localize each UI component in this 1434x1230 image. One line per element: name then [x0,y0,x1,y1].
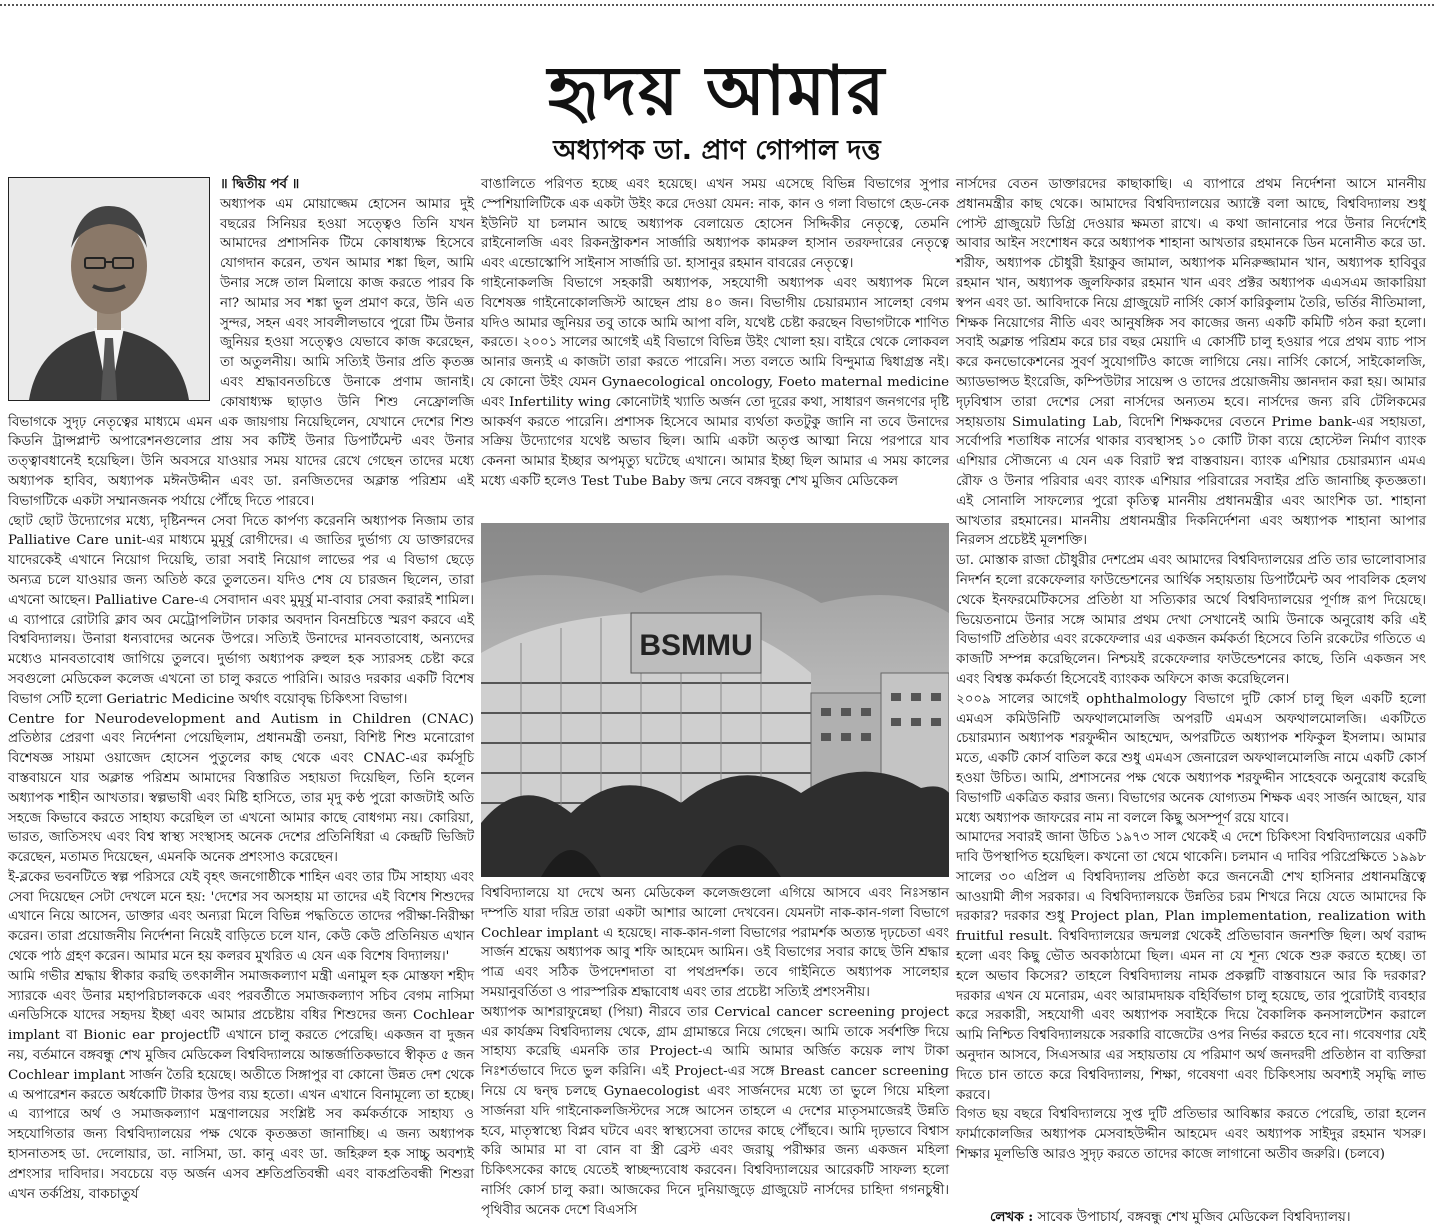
author-credit-text: সাবেক উপাচার্য, বঙ্গবন্ধু শেখ মুজিব মেডিকেল বিশ্ববিদ্যালয়। [1037,1210,1351,1225]
paragraph: ছোট ছোট উদ্যোগের মধ্যে, দৃষ্টিনন্দন সেবা দিতে কার্পণ্য করেননি অধ্যাপক নিজাম তার Palliative Care unit-এর মাধ্যমে মুমূর্ষু রোগীদের। এ জাতির দুর্ভাগ্য যে ডাক্তারদের যাদেরকেই এখানে নিয়োগ দিয়েছি, তারা সবাই নিয়োগ লাভের পর এ বিভাগ ছেড়ে অন্যত্র চলে যাওয়ার জন্য অতিষ্ঠ করে তুলতেন। যদিও শেষ যে চারজন ছিলেন, তারা এখনো আছেন। Palliative Care-এ সেবাদান এবং মুমূর্ষু মা-বাবার সেবা করারই শামিল। এ ব্যাপারে রোটারি ক্লাব অব মেট্রোপলিটান ঢাকার অবদান বিনম্রচিত্তে স্মরণ করবে এই বিশ্ববিদ্যালয়। উনারা ধন্যবাদের অনেক উপরে। সত্যিই উনাদের মানবতাবোধ, অন্যদের মধ্যেও মানবতাবোধ জাগিয়ে তুলবে। দুর্ভাগ্য অধ্যাপক রুহুল হক স্যারসহ চেষ্টা করে সবগুলো মেডিকেল কলেজ এখনো তা চালু করতে পারিনি। আরও দরকার একটি বিশেষ বিভাগ সেটি হলো Geriatric Medicine অর্থাৎ বয়োবৃদ্ধ চিকিৎসা বিভাগ। [8,513,474,707]
paragraph: বিশ্ববিদ্যালয়ে যা দেখে অন্য মেডিকেল কলেজগুলো এগিয়ে আসবে এবং নিঃসন্তান দম্পতি যারা দরিদ্র তারা একটা আশার আলো দেখবেন। যেমনটা নাক-কান-গলা বিভাগে Cochlear implant এ হয়েছে। নাক-কান-গলা বিভাগের পরামর্শক অত্যন্ত দৃঢ়চেতা এবং সার্জন শ্রদ্ধেয় অধ্যাপক আবু শফি আহমেদ আমিন। ওই বিভাগের সবার কাছে উনি শ্রদ্ধার পাত্র এবং সঠিক উপদেশদাতা বা পথপ্রদর্শক। তবে গাইনিতে অধ্যাপক সালেহার সময়ানুবর্তিতা ও পারস্পরিক শ্রদ্ধাবোধ এবং তার প্রচেষ্টা সত্যিই প্রশংসনীয়। [481,886,949,1000]
column-2-bottom [481,884,949,1221]
top-dotted-rule [0,4,1434,6]
building-sign: BSMMU [639,629,753,662]
column-3 [956,175,1426,1165]
author-label: লেখক : [990,1209,1034,1225]
headline: হৃদয় আমার [547,52,887,131]
author-credit [990,1207,1351,1229]
paragraph: বিগত ছয় বছরে বিশ্ববিদ্যালয়ে সুপ্ত দুটি প্রতিভার আবিষ্কার করতে পেরেছি, তারা হলেন ফার্মাকোলজির অধ্যাপক মেসবাহউদ্দীন আহমেদ এবং অধ্যাপক সাইদুর রহমান খসরু। শিক্ষার মূলভিত্তি আরও সুদৃঢ় করতে তাদের কাজে লাগানো অতীব জরুরি। (চলবে) [956,1107,1426,1163]
paragraph: ই-ব্লকের ভবনটিতে স্বল্প পরিসরে যেই বৃহৎ জনগোষ্ঠীকে শাহিন এবং তার টিম সাহায্য এবং সেবা দিয়েছেন সেটা দেখলে মনে হয়: 'দেশের সব অসহায় মা তাদের এই বিশেষ শিশুদের এখানে নিয়ে আসেন, ডাক্তার এবং অন্যরা মিলে বিভিন্ন পদ্ধতিতে তাদের পরীক্ষা-নিরীক্ষা করেন। তারা প্রয়োজনীয় নির্দেশনা নিয়েই বাড়িতে চলে যান, কেউ কেউ প্রতিনিয়ত এখান থেকে পাঠ গ্রহণ করেন। আমার মনে হয় কলরব মুখরিত এ যেন এক বিশেষ বিদ্যালয়।' [8,869,474,965]
paragraph: গাইনোকলজি বিভাগে সহকারী অধ্যাপক, সহযোগী অধ্যাপক এবং অধ্যাপক মিলে বিশেষজ্ঞ গাইনোকোলজিস্ট আছেন প্রায় ৪০ জন। বিভাগীয় চেয়ারম্যান সালেহা বেগম যদিও আমার জুনিয়র তবু তাকে আমি আপা বলি, যথেষ্ট চেষ্টা করছেন বিভাগটাকে শাণিত করতে। ২০০১ সালের আগেই এই বিভাগে বিভিন্ন উইং খোলা হয়। বাইরে থেকে লোকবল আনার জন্যই এ কাজটা তারা করতে পারেনি। সত্য বলতে আমি বিন্দুমাত্র দ্বিধাগ্রস্ত নই। যে কোনো উইং যেমন Gynaecological oncology, Foeto maternal medicine এবং Infertility wing কোনোটাই খ্যাতি অর্জন তো দূরের কথা, সাধারণ জনগণের দৃষ্টি আকর্ষণ করতে পারেনি। প্রশাসক হিসেবে আমার ব্যর্থতা কতটুকু জানি না তবে উনাদের সক্রিয় উদ্যোগের যথেষ্ট অভাব ছিল। আমি একটা অতৃপ্ত আত্মা নিয়ে পরপারে যাব কেননা আমার ইচ্ছার অপমৃত্যু ঘটেছে এখানে। আমার ইচ্ছা ছিল আমার এ সময় কালের মধ্যে একটি হলেও Test Tube Baby জন্ম নেবে বঙ্গবন্ধু শেখ মুজিব মেডিকেল [481,275,949,489]
column-1 [8,175,474,1204]
paragraph: ২০০৯ সালের আগেই ophthalmology বিভাগে দুটি কোর্স চালু ছিল একটি হলো এমএস কমিউনিটি অফথালমোলজি অপরটি এমএস অফথালমোলজি। একটিতে চেয়ারম্যান অধ্যাপক শরফুদ্দীন আহম্মেদ, অপরটিতে অধ্যাপক শফিকুল ইসলাম। আমার মতে, একটি কোর্স বাতিল করে শুধু এমএস জেনারেল অফথালমোলজি নামে একটি কোর্স হওয়া উচিত। আমি, প্রশাসনের পক্ষ থেকে অধ্যাপক শরফুদ্দীন সাহেবকে অনুরোধ করেছি বিভাগটি একত্রিত করার জন্য। বিভাগের অনেক যোগ্যতম শিক্ষক এবং সার্জন আছেন, যার মধ্যে অধ্যাপক জাফরের নাম না বললে কিছু অসম্পূর্ণ রয়ে যাবে। [956,691,1426,826]
paragraph: Centre for Neurodevelopment and Autism in Children (CNAC) প্রতিষ্ঠার প্রেরণা এবং নির্দেশনা পেয়েছিলাম, প্রধানমন্ত্রী তনয়া, বিশিষ্ট শিশু মনোরোগ বিশেষজ্ঞ সায়মা ওয়াজেদ হোসেন পুতুলের কাছ থেকে এবং CNAC-এর কর্মসূচি বাস্তবায়নে যার অক্লান্ত পরিশ্রম আমাদের বিস্তারিত সহায়তা দিয়েছিল, তিনি হলেন অধ্যাপক শাহীন আখতার। স্বল্পভাষী এবং মিষ্টি হাসিতে, তার মৃদু কণ্ঠ পুরো কাজটাই অতি সহজে কিভাবে করতে সাহায্য করেছিল তা এখনো আমার কাছে বোধগম্য নয়। কোরিয়া, ভারত, জাতিসংঘ এবং বিশ্ব স্বাস্থ্য সংস্থাসহ অনেক দেশের প্রতিনিধিরা এ কেন্দ্রটি ভিজিট করেছেন, মতামত দিয়েছেন, এমনকি অনেক প্রশংসাও করেছেন। [8,711,474,866]
section-label: ॥ দ্বিতীয় পর্ব ॥ [220,176,300,192]
column-2-top [481,175,949,492]
paragraph: আমি গভীর শ্রদ্ধায় স্বীকার করছি তৎকালীন সমাজকল্যাণ মন্ত্রী এনামুল হক মোস্তফা শহীদ স্যারকে এবং উনার মহাপরিচালককে এবং পরবর্তীতে সমাজকল্যাণ সচিব বেগম নাসিমা এনডিসিকে যাদের সহৃদয় ইচ্ছা এবং আমার প্রচেষ্টায় বধির শিশুদের জন্য Cochlear implant বা Bionic ear projectটি এখানে চালু করতে পেরেছি। একজন বা দুজন নয়, বর্তমানে বঙ্গবন্ধু শেখ মুজিব মেডিকেল বিশ্ববিদ্যালয়ে আন্তর্জাতিকভাবে স্বীকৃত ৫ জন Cochlear implant সার্জন তৈরি হয়েছে। অতীতে সিঙ্গাপুর বা কোনো উন্নত দেশ থেকে এ অপারেশন করতে অর্ধকোটি টাকার উপর ব্যয় হতো। এখন এখানে বিনামূল্যে তা হচ্ছে। এ ব্যাপারে অর্থ ও সমাজকল্যাণ মন্ত্রণালয়ের সংশ্লিষ্ট সব কর্মকর্তাকে সাহায্য ও সহযোগিতার জন্য বিশ্ববিদ্যালয়ের পক্ষ থেকে কৃতজ্ঞতা জানাচ্ছি। এ জন্য অধ্যাপক হাসনাতসহ ডা. দেলোয়ার, ডা. নাসিমা, ডা. কানু এবং ডা. জহিরুল হক সাচ্চু অবশ্যই প্রশংসার দাবিদার। সবচেয়ে বড় অর্জন এসব শ্রুতিপ্রতিবন্ধী এবং বাকপ্রতিবন্ধী শিশুরা এখন তর্কপ্রিয়, বাকচাতুর্য [8,968,474,1202]
paragraph: নার্সদের বেতন ডাক্তারদের কাছাকাছি। এ ব্যাপারে প্রথম নির্দেশনা আসে মাননীয় প্রধানমন্ত্রীর কাছ থেকে। আমাদের বিশ্ববিদ্যালয়ের অ্যাক্টে বলা আছে, বিশ্ববিদ্যালয় শুধু পোস্ট গ্রাজুয়েট ডিগ্রি দেওয়ার ক্ষমতা রাখে। এ কথা জানানোর পরে উনার নির্দেশেই আবার আইন সংশোধন করে অধ্যাপক শাহানা আখতার রহমানকে ডিন মনোনীত করে ডা. শরীফ, অধ্যাপক চৌধুরী ইয়াকুব জামাল, অধ্যাপক মনিরুজ্জামান খান, অধ্যাপক হাবিবুর রহমান খান, অধ্যাপক জুলফিকার রহমান খান এবং প্রক্টর অধ্যাপক এএসএম জাকারিয়া স্বপন এবং ডা. আবিদাকে নিয়ে গ্রাজুয়েট নার্সিং কোর্স কারিকুলাম তৈরি, ভর্তির নীতিমালা, শিক্ষক নিয়োগের নীতি এবং আনুষঙ্গিক সব কাজের জন্য একটি কমিটি গঠন করা হলো। সবাই অক্লান্ত পরিশ্রম করে চার বছর মেয়াদি এ কোর্সটি চালু হওয়ার পরে প্রথম ব্যাচ পাস করে কনভোকেশনের সুবর্ণ সুযোগটিও কাজে লাগিয়ে নেয়। নার্সিং কোর্সে, সাইকোলজি, অ্যাডভান্সড ইংরেজি, কম্পিউটার সায়েন্স ও তাদের প্রয়োজনীয় জ্ঞানদান করা হয়। আমার দৃঢ়বিশ্বাস তারা দেশের সেরা নার্সদের অন্যতম হবে। নার্সদের জন্য রবি টেলিকমের সহায়তায় Simulating Lab, বিদেশি শিক্ষকদের বেতনে Prime bank-এর সহায়তা, সর্বোপরি শতাধিক নার্সের থাকার ব্যবস্থাসহ ১০ কোটি টাকা ব্যয়ে হোস্টেল নির্মাণ ব্যাংক এশিয়ার সৌজন্যে এ যেন এক বিরাট স্বপ্ন বাস্তবায়ন। ব্যাংক এশিয়ার চেয়ারম্যান এমএ রৌফ ও উনার পরিবার এবং ব্যাংক এশিয়ার পরিবারের সবাইর প্রতি জানাচ্ছি কৃতজ্ঞতা। এই সোনালি সাফল্যের পুরো কৃতিত্ব মাননীয় প্রধানমন্ত্রীর এবং আংশিক ডা. শাহানা আখতার রহমানের। মাননীয় প্রধানমন্ত্রীর দিকনির্দেশনা এবং অধ্যাপক শাহানা আপার নিরলস প্রচেষ্টই মূলশক্তি। [956,177,1426,549]
paragraph: অধ্যাপক এম মোয়াজ্জেম হোসেন আমার দুই বছরের সিনিয়র হওয়া সত্ত্বেও তিনি যখন আমাদের প্রশাসনিক টিমে কোষাধ্যক্ষ হিসেবে যোগদান করেন, তখন আমার শঙ্কা ছিল, আমি উনার সঙ্গে তাল মিলায়ে কাজ করতে পারব কি না? আমার সব শঙ্কা ভুল প্রমাণ করে, উনি এত সুন্দর, সহন এবং সাবলীলভাবে পুরো টিম উনার জুনিয়র হওয়া সত্ত্বেও যেভাবে কাজ করেছেন, তা অতুলনীয়। আমি সত্যিই উনার প্রতি কৃতজ্ঞ এবং শ্রদ্ধাবনতচিত্তে উনাকে প্রণাম জানাই। কোষাধ্যক্ষ ছাড়াও উনি শিশু নেফ্রোলজি বিভাগকে সুদৃঢ় নেতৃত্বের মাধ্যমে এমন এক জায়গায় নিয়েছিলেন, যেখানে দেশের শিশু কিডনি ট্রান্সপ্লান্ট অপারেশনগুলোর প্রায় সব কটিই উনার ডিপার্টমেন্ট এবং উনার তত্ত্বাবধানেই হয়েছিল। উনি অবসরে যাওয়ার সময় যাদের রেখে গেছেন তাদের মধ্যে অধ্যাপক হাবিব, অধ্যাপক মঈনউদ্দীন এবং ডা. রনজিতদের অক্লান্ত পরিশ্রম এই বিভাগটিকে একটা সম্মানজনক পর্যায়ে পৌঁছে দিতে পারবে। [8,196,474,509]
paragraph: ডা. মোস্তাক রাজা চৌধুরীর দেশপ্রেম এবং আমাদের বিশ্ববিদ্যালয়ের প্রতি তার ভালোবাসার নিদর্শন হলো রকেফেলার ফাউন্ডেশনের আর্থিক সহায়তায় ডিপার্টমেন্ট অব পাবলিক হেলথ থেকে ইনফরমেটিকসের প্রতিষ্ঠা যা সত্যিকার অর্থে বিশ্ববিদ্যালয়ের পূর্ণাঙ্গ রূপ দিয়েছে। ভিয়েতনামে উনার সঙ্গে আমার প্রথম দেখা সেখানেই আমি উনাকে অনুরোধ করি এই বিভাগটি প্রতিষ্ঠার এবং রকেফেলার এর একজন কর্মকর্তা হিসেবে তিনি রকেটের গতিতে এ কাজটি সম্পন্ন করেছিলেন। নিশ্চয়ই রকেফেলার ফাউন্ডেশনের কাছে, তিনি একজন সৎ এবং বিশ্বস্ত কর্মকর্তা হিসেবেই ব্যাংকক অফিসে কাজ করেছিলেন। [956,553,1426,687]
building-photo [481,523,949,877]
paragraph: অধ্যাপক আশরাফুন্নেছা (পিয়া) নীরবে তার Cervical cancer screening project এর কার্যক্রম বিশ্ববিদ্যালয় থেকে, গ্রাম গ্রামান্তরে নিয়ে গেছেন। আমি তাকে সর্বশক্তি দিয়ে সাহায্য করেছি এমনকি তার Project-এ আমি আমার অর্জিত কয়েক লাখ টাকা নিঃশর্তভাবে দিতে ভুল করিনি। এই Project-এর সঙ্গে Breast cancer screening নিয়ে যে দ্বন্দ্ব চলছে Gynaecologist এবং সার্জনদের মধ্যে তা ভুলে গিয়ে মহিলা সার্জনরা যদি গাইনোকলজিস্টদের সঙ্গে আসেন তাহলে এ দেশের মাতৃসমাজেরই উন্নতি হবে, মাতৃস্বাস্থ্যে বিপ্লব ঘটবে এবং স্বাস্থ্যসেবা তাদের কাছে পৌঁছবে। আমি দৃঢ়ভাবে বিশ্বাস করি আমার মা বা বোন বা স্ত্রী ব্রেস্ট এবং জরায়ু পরীক্ষার জন্য একজন মহিলা চিকিৎসকের কাছে যেতেই স্বাচ্ছন্দ্যবোধ করবেন। বিশ্ববিদ্যালয়ের আরেকটি সাফল্য হলো নার্সিং কোর্স চালু করা। আজকের দিনে দুনিয়াজুড়ে গ্রাজুয়েট নার্সদের চাহিদা গগনচুম্বী। পৃথিবীর অনেক দেশে বিএসসি [481,1004,949,1218]
author-photo [8,177,210,401]
paragraph: বাঙালিতে পরিণত হচ্ছে এবং হয়েছে। এখন সময় এসেছে বিভিন্ন বিভাগের সুপার স্পেশিয়ালিটিকে এক একটা উইং করে দেওয়া যেমন: নাক, কান ও গলা বিভাগে হেড-নেক ইউনিট যা চলমান আছে অধ্যাপক বেলায়েত হোসেন সিদ্দিকীর নেতৃত্বে, তেমনি রাইনোলজি এবং রিকনস্ট্রাকশন সার্জারি অধ্যাপক কামরুল হাসান তরফদারের নেতৃত্বে এবং এন্ডোস্কোপি সাইনাস সার্জারি ডা. হাসানুর রহমান বাবরের নেতৃত্বে। [481,177,949,272]
paragraph: আমাদের সবারই জানা উচিত ১৯৭৩ সাল থেকেই এ দেশে চিকিৎসা বিশ্ববিদ্যালয়ের একটি দাবি উপস্থাপিত হয়েছিল। কখনো তা থেমে থাকেনি। চলমান এ দাবির পরিপ্রেক্ষিতে ১৯৯৮ সালের ৩০ এপ্রিল এ বিশ্ববিদ্যালয় প্রতিষ্ঠা করে জননেত্রী শেখ হাসিনার প্রধানমন্ত্রিত্বে আওয়ামী লীগ সরকার। এ বিশ্ববিদ্যালয়কে উন্নতির চরম শিখরে নিয়ে যেতে আমাদের কি দরকার? দরকার শুধু Project plan, Plan implementation, realization with fruitful result. বিশ্ববিদ্যালয়ের জন্মলগ্ন থেকেই প্রতিভাবান জনশক্তি ছিল। অর্থ বরাদ্দ হলো এবং কিছু ভৌত অবকাঠামো ছিল। এমন না যে শূন্য থেকে শুরু করতে হচ্ছে। তা হলে অভাব কিসের? তাহলে বিশ্ববিদ্যালয় নামক প্রকল্পটি বাস্তবায়নে আর কি দরকার? দরকার এখন যে মনোরম, এবং আরামদায়ক বহির্বিভাগ চালু হয়েছে, তার পুরোটাই ব্যবহার করে সরকারী, সহযোগী এবং অধ্যাপক সবাইকে দিয়ে বৈকালিক কনসালটেশন করালে আমি নিশ্চিত বিশ্ববিদ্যালয়কে সরকারি বাজেটের ওপর নির্ভর করতে হবে না। গবেষণার যেই অনুদান আসবে, সিএসআর এর সহায়তায় যে পরিমাণ অর্থ জনদরদী প্রতিষ্ঠান বা ব্যক্তিরা দিতে চান তাতে করে বিশ্ববিদ্যালয়, শিক্ষা, গবেষণা এবং চিকিৎসায় অবশ্যই সমৃদ্ধি লাভ করবে। [956,830,1426,1103]
byline: অধ্যাপক ডা. প্রাণ গোপাল দত্ত [553,135,881,166]
